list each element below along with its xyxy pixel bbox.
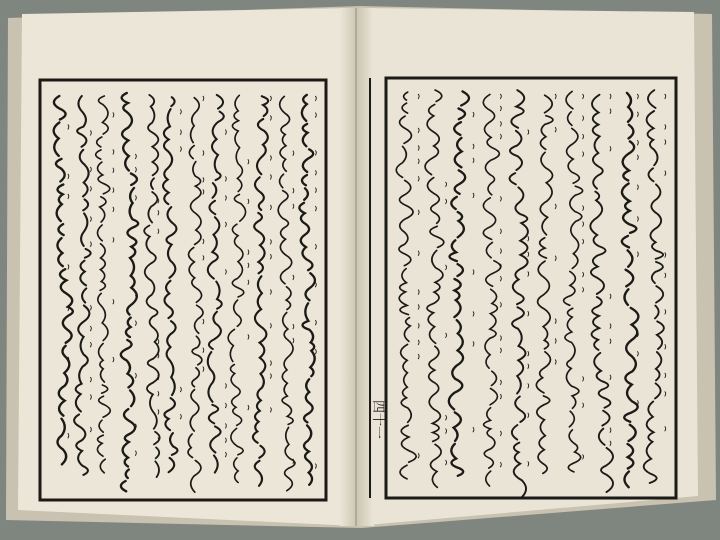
margin-page-mark: 四十一 — [370, 400, 385, 440]
gutter-shadow — [340, 8, 374, 526]
